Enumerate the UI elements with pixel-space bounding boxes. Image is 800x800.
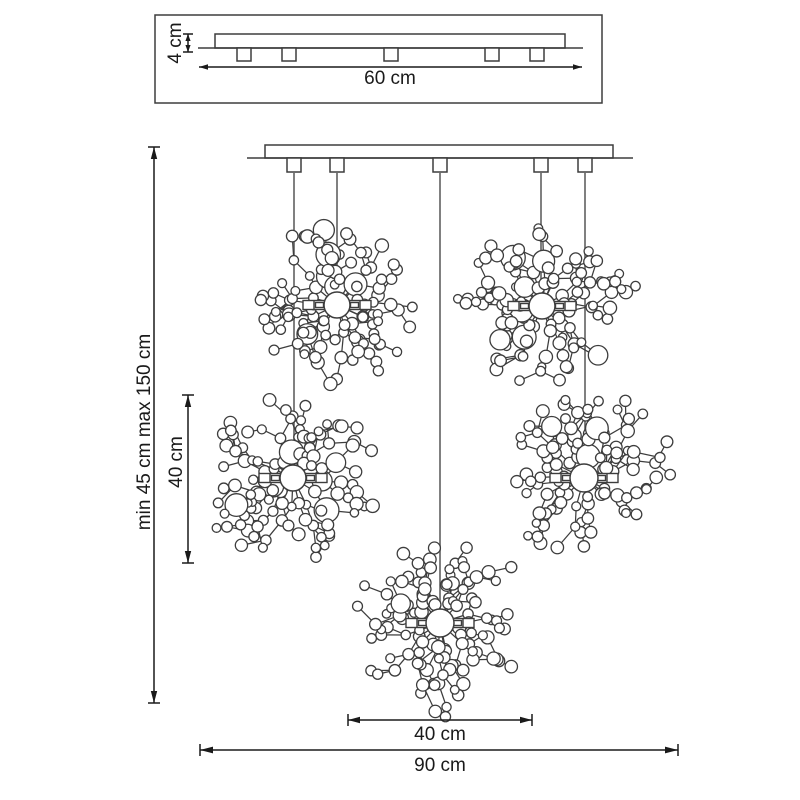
arrowhead-down-icon — [151, 691, 157, 703]
bubble — [278, 279, 287, 288]
bubble — [613, 405, 622, 414]
drop-range-label: min 45 cm max 150 cm — [134, 333, 155, 531]
bubble — [495, 355, 507, 367]
bubble — [389, 665, 400, 676]
bubble — [213, 498, 223, 508]
bubble — [236, 520, 246, 530]
bubble — [408, 302, 418, 312]
hub-sphere — [570, 464, 598, 492]
bubble — [536, 366, 546, 376]
lamp-burst — [212, 394, 379, 563]
bubble — [511, 476, 523, 488]
bubble — [432, 640, 445, 653]
bubble — [235, 539, 247, 551]
bubble — [360, 581, 370, 591]
bubble — [541, 488, 553, 500]
inset-height-dimension — [165, 22, 193, 63]
arrowhead-up-icon — [185, 395, 191, 407]
bubble — [356, 247, 366, 257]
bubble — [373, 366, 383, 376]
bubble — [331, 487, 344, 500]
bubble — [352, 345, 365, 358]
bubble — [366, 445, 378, 457]
bubble — [532, 531, 543, 542]
bubble — [429, 680, 440, 691]
bubble — [353, 601, 363, 611]
bubble — [617, 285, 626, 294]
bubble — [467, 628, 477, 638]
bubble — [620, 395, 631, 406]
bubble — [442, 702, 451, 711]
bubble — [582, 513, 593, 524]
bubble — [397, 547, 409, 559]
bubble — [246, 490, 255, 499]
bubble — [297, 416, 306, 425]
canopy-connectors — [287, 158, 592, 172]
bubble — [584, 247, 593, 256]
bubble — [375, 239, 388, 252]
arrowhead-left-icon — [348, 717, 360, 723]
bubble — [286, 230, 298, 242]
bubble — [492, 287, 505, 300]
bubble — [478, 631, 487, 640]
bubble — [373, 669, 383, 679]
bubble — [535, 472, 545, 482]
hub-sphere — [529, 293, 555, 319]
bubble — [520, 335, 532, 347]
hub-sphere — [324, 292, 350, 318]
bubble — [598, 278, 610, 290]
bubble — [536, 405, 549, 418]
canopy-connector — [330, 158, 344, 172]
hub-sphere — [280, 465, 306, 491]
canopy-connector — [578, 158, 592, 172]
bottom-cluster-dimension — [348, 714, 532, 745]
bubble — [551, 541, 563, 553]
bubble — [583, 404, 593, 414]
bubble — [391, 594, 410, 613]
bubble — [334, 274, 344, 284]
bubble — [281, 405, 291, 415]
bubble — [268, 288, 278, 298]
bubble — [522, 488, 531, 497]
bubble — [513, 244, 524, 255]
bubble — [490, 330, 510, 350]
bubble — [249, 532, 259, 542]
bubble — [358, 312, 368, 322]
bubble — [313, 237, 324, 248]
bubble — [220, 509, 229, 518]
bubble — [417, 679, 429, 691]
arrowhead-right-icon — [520, 717, 532, 723]
bubble — [533, 228, 546, 241]
bubble — [335, 420, 348, 433]
bubble — [392, 347, 401, 356]
bubble — [386, 654, 395, 663]
bubble — [249, 475, 258, 484]
bubble — [557, 350, 569, 362]
bubble — [319, 316, 329, 326]
bubble — [506, 562, 517, 573]
ceiling-plate-inset — [155, 15, 602, 103]
bubble — [259, 314, 270, 325]
bubble — [269, 345, 279, 355]
bubble — [554, 374, 566, 386]
bubble — [316, 505, 327, 516]
bubble — [298, 327, 309, 338]
bubble — [361, 265, 371, 275]
bubble — [351, 422, 363, 434]
bubble — [367, 634, 377, 644]
bubble — [487, 652, 500, 665]
bubble — [388, 259, 399, 270]
inset-height-label: 4 cm — [165, 22, 186, 64]
bubble — [352, 281, 362, 291]
bubble — [339, 320, 350, 331]
cluster-diameter-label: 40 cm — [166, 436, 187, 488]
bubble — [346, 257, 357, 268]
inset-connector — [485, 48, 499, 61]
bubble — [526, 476, 536, 486]
bubble — [502, 609, 513, 620]
bubble — [556, 433, 568, 445]
canopy-bar — [265, 145, 613, 158]
bubble — [655, 452, 665, 462]
bubble — [548, 273, 558, 283]
bubble — [623, 413, 634, 424]
bubble — [283, 520, 294, 531]
bubble — [638, 409, 648, 419]
bubble — [292, 338, 303, 349]
bubble — [412, 658, 423, 669]
bubble — [276, 325, 285, 334]
bubble — [369, 334, 380, 345]
bubble — [505, 317, 517, 329]
bubble — [577, 338, 586, 347]
bubble — [471, 297, 480, 306]
bubble — [350, 509, 358, 517]
bubble — [451, 600, 462, 611]
bubble — [403, 649, 414, 660]
bubble — [401, 630, 410, 639]
bubble — [218, 483, 229, 494]
bubble — [350, 466, 362, 478]
bubble — [276, 497, 288, 509]
bubble — [594, 396, 603, 405]
bubble — [457, 664, 469, 676]
bubble — [518, 352, 527, 361]
bubble — [385, 298, 397, 310]
bubble — [561, 414, 571, 424]
bubble — [631, 281, 640, 290]
bubble — [322, 264, 334, 276]
bubble — [311, 543, 320, 552]
bubble — [289, 256, 298, 265]
bubble — [370, 618, 382, 630]
bubble — [461, 542, 472, 553]
bubble — [495, 623, 505, 633]
bubble — [560, 361, 572, 373]
bubble — [622, 509, 631, 518]
bubble — [350, 497, 363, 510]
bubble — [263, 394, 276, 407]
bubble — [547, 441, 559, 453]
bubble — [585, 526, 597, 538]
bubble — [542, 262, 554, 274]
cluster-diameter-dimension — [166, 395, 194, 563]
bubble — [510, 255, 522, 267]
bubble — [323, 420, 332, 429]
bubble — [442, 579, 452, 589]
bubble — [599, 432, 610, 443]
bubble — [572, 407, 584, 419]
bubble — [429, 705, 441, 717]
bubble — [524, 421, 535, 432]
hub-sphere — [426, 609, 454, 637]
arrowhead-right-icon — [573, 64, 582, 70]
bubble — [627, 463, 639, 475]
bubble — [458, 584, 468, 594]
bubble — [468, 647, 477, 656]
bubble — [539, 350, 552, 363]
bubble — [584, 277, 595, 288]
bubble — [212, 524, 221, 533]
bubble — [230, 445, 241, 456]
bubble — [222, 521, 233, 532]
canopy-connector — [287, 158, 301, 172]
bubble — [480, 252, 492, 264]
bubble — [317, 533, 326, 542]
bubble — [589, 301, 598, 310]
arrowhead-left-icon — [199, 64, 208, 70]
bubble — [305, 272, 314, 281]
bubble — [330, 335, 340, 345]
bubble — [381, 589, 392, 600]
bubble — [561, 396, 570, 405]
main-view — [134, 145, 678, 776]
bubble — [470, 597, 481, 608]
bubble — [661, 436, 673, 448]
bubble — [482, 613, 492, 623]
bubble — [600, 462, 613, 475]
inset-connectors — [237, 48, 544, 61]
bubble — [621, 424, 634, 437]
bubble — [482, 276, 495, 289]
bubble — [242, 426, 254, 438]
lamp-burst — [511, 395, 676, 554]
bubble — [300, 350, 309, 359]
bubble — [374, 317, 383, 326]
bubble — [435, 654, 444, 663]
bubble — [544, 325, 556, 337]
arrowhead-up-icon — [185, 34, 190, 41]
bubble — [412, 557, 424, 569]
bubble — [257, 425, 266, 434]
bubble — [323, 438, 334, 449]
bubble — [572, 287, 582, 297]
bubble — [300, 400, 311, 411]
bubble — [325, 252, 338, 265]
bubble — [573, 438, 583, 448]
inset-connector — [530, 48, 544, 61]
bubble — [603, 301, 616, 314]
bubble — [292, 528, 305, 541]
bubble — [631, 509, 642, 520]
bubble — [341, 228, 353, 240]
total-width-label: 90 cm — [414, 755, 466, 776]
drop-height-dimension — [134, 147, 160, 703]
bubble — [570, 253, 582, 265]
arrowhead-down-icon — [185, 551, 191, 563]
bubble — [404, 321, 416, 333]
bubble — [326, 453, 346, 473]
bubble — [631, 487, 643, 499]
bubble — [314, 427, 323, 436]
bubble — [591, 255, 602, 266]
bubble — [428, 542, 440, 554]
bubble — [571, 522, 580, 531]
bubble — [588, 346, 607, 365]
bubble — [551, 245, 563, 257]
bubble — [229, 479, 242, 492]
bubble — [417, 636, 429, 648]
bubble — [516, 433, 525, 442]
bubble — [578, 541, 589, 552]
lamp-burst — [454, 224, 641, 386]
bubble — [311, 552, 321, 562]
bubble — [386, 577, 395, 586]
bubble — [650, 471, 662, 483]
inset-connector — [237, 48, 251, 61]
arrowhead-right-icon — [665, 747, 678, 754]
bubble — [491, 576, 500, 585]
inset-connector — [282, 48, 296, 61]
bubble — [456, 638, 468, 650]
bubble — [445, 565, 454, 574]
arrowhead-down-icon — [185, 45, 190, 52]
bubble — [310, 351, 321, 362]
bubble — [599, 488, 611, 500]
bubble — [324, 377, 337, 390]
bubble — [572, 502, 581, 511]
bubble — [515, 376, 524, 385]
bubble — [576, 268, 587, 279]
bubble — [602, 314, 612, 324]
bubble — [284, 312, 293, 321]
bubble — [438, 670, 448, 680]
bubble — [565, 323, 575, 333]
bubble — [611, 447, 623, 459]
bubble — [425, 562, 437, 574]
bubble — [346, 439, 359, 452]
inset-width-dimension — [199, 64, 582, 89]
ceiling-plate-bar — [215, 34, 565, 48]
bubble — [583, 492, 593, 502]
inset-connector — [384, 48, 398, 61]
bubble — [491, 249, 504, 262]
bubble — [419, 583, 431, 595]
bubble — [321, 330, 331, 340]
bubble — [253, 457, 262, 466]
bottom-cluster-label: 40 cm — [414, 724, 466, 745]
bubble — [665, 469, 676, 480]
bubble — [627, 446, 640, 459]
bubble — [219, 462, 229, 472]
bubble — [553, 337, 566, 350]
bubble — [470, 571, 483, 584]
bubble — [450, 685, 459, 694]
bubble — [642, 485, 651, 494]
inset-width-label: 60 cm — [364, 68, 416, 89]
bubble — [376, 274, 386, 284]
bubble — [533, 507, 546, 520]
bubble — [459, 562, 470, 573]
bubble — [414, 647, 424, 657]
bubble — [322, 519, 334, 531]
bubble — [258, 543, 267, 552]
bubble — [268, 506, 278, 516]
lamp-burst — [353, 542, 518, 722]
bubble — [255, 294, 266, 305]
bubble — [226, 425, 237, 436]
bubble — [335, 351, 347, 363]
arrowhead-up-icon — [151, 147, 157, 159]
bubble — [272, 307, 281, 316]
bubble — [532, 519, 540, 527]
bubble — [555, 497, 567, 509]
canopy-connector — [534, 158, 548, 172]
bubble — [307, 461, 317, 471]
bubble — [299, 513, 311, 525]
lamp-bursts — [212, 220, 675, 722]
total-width-dimension — [200, 744, 678, 776]
bubble — [593, 311, 602, 320]
bubble — [320, 541, 329, 550]
bubble — [291, 287, 300, 296]
bubble — [524, 532, 532, 540]
bubble — [309, 485, 321, 497]
bubble — [366, 499, 379, 512]
arrowhead-left-icon — [200, 747, 213, 754]
canopy-connector — [433, 158, 447, 172]
lamp-burst — [255, 220, 417, 391]
bubble — [460, 297, 472, 309]
bubble — [252, 521, 263, 532]
bubble — [505, 660, 517, 672]
bubble — [396, 575, 408, 587]
